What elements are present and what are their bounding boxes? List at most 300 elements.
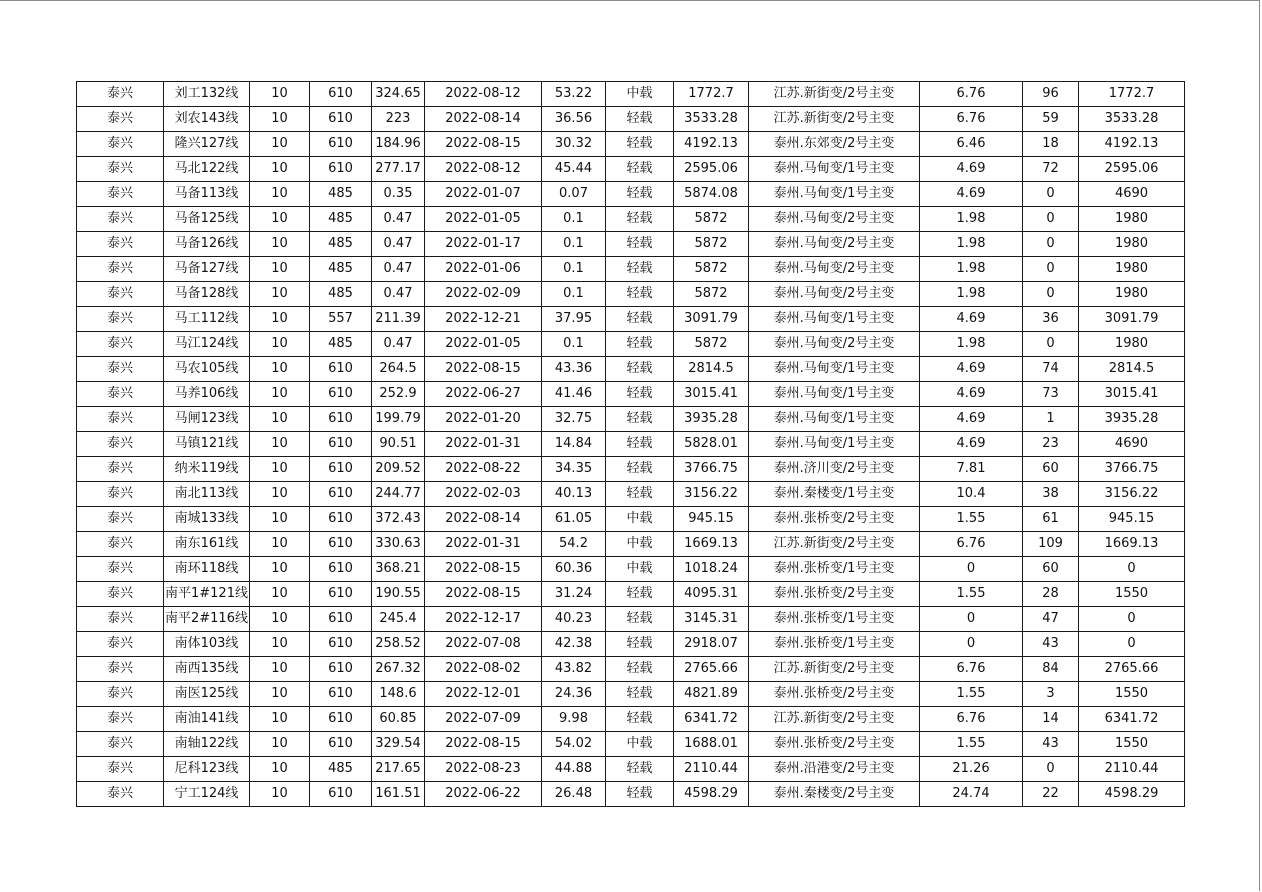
region-cell: 泰兴	[77, 707, 164, 732]
capacity-cell: 610	[310, 782, 372, 807]
available-cell: 3156.22	[674, 482, 749, 507]
load-rate-cell: 44.88	[542, 757, 606, 782]
load-status-cell: 轻载	[606, 257, 674, 282]
region-cell: 泰兴	[77, 557, 164, 582]
date-cell: 2022-08-15	[425, 357, 542, 382]
date-cell: 2022-08-14	[425, 507, 542, 532]
count-cell: 0	[1023, 332, 1079, 357]
region-cell: 泰兴	[77, 132, 164, 157]
margin-cell: 2110.44	[1079, 757, 1185, 782]
available-cell: 5874.08	[674, 182, 749, 207]
capacity-cell: 485	[310, 182, 372, 207]
date-cell: 2022-08-12	[425, 82, 542, 107]
date-cell: 2022-01-20	[425, 407, 542, 432]
capacity-cell: 610	[310, 432, 372, 457]
region-cell: 泰兴	[77, 107, 164, 132]
load-rate-cell: 0.1	[542, 257, 606, 282]
line-name-cell: 马备113线	[164, 182, 250, 207]
voltage-cell: 10	[250, 132, 310, 157]
date-cell: 2022-08-23	[425, 757, 542, 782]
line-name-cell: 南轴122线	[164, 732, 250, 757]
load-status-cell: 轻载	[606, 757, 674, 782]
transformer-load-cell: 10.4	[920, 482, 1023, 507]
transformer-cell: 泰州.济川变/2号主变	[749, 457, 920, 482]
margin-cell: 3091.79	[1079, 307, 1185, 332]
capacity-cell: 485	[310, 207, 372, 232]
current-cell: 209.52	[372, 457, 425, 482]
available-cell: 3766.75	[674, 457, 749, 482]
table-row	[77, 757, 1185, 782]
available-cell: 5828.01	[674, 432, 749, 457]
transformer-cell: 泰州.张桥变/1号主变	[749, 557, 920, 582]
table-row	[77, 607, 1185, 632]
load-status-cell: 中载	[606, 557, 674, 582]
region-cell: 泰兴	[77, 632, 164, 657]
available-cell: 4821.89	[674, 682, 749, 707]
capacity-cell: 610	[310, 457, 372, 482]
transformer-load-cell: 1.55	[920, 682, 1023, 707]
load-status-cell: 轻载	[606, 282, 674, 307]
transformer-load-cell: 1.98	[920, 332, 1023, 357]
transformer-cell: 泰州.马甸变/1号主变	[749, 157, 920, 182]
capacity-cell: 610	[310, 157, 372, 182]
date-cell: 2022-02-03	[425, 482, 542, 507]
current-cell: 258.52	[372, 632, 425, 657]
region-cell: 泰兴	[77, 657, 164, 682]
load-rate-cell: 43.82	[542, 657, 606, 682]
margin-cell: 1550	[1079, 732, 1185, 757]
load-rate-cell: 37.95	[542, 307, 606, 332]
load-rate-cell: 24.36	[542, 682, 606, 707]
load-rate-cell: 26.48	[542, 782, 606, 807]
table-row	[77, 457, 1185, 482]
date-cell: 2022-06-27	[425, 382, 542, 407]
capacity-cell: 485	[310, 332, 372, 357]
transformer-load-cell: 6.46	[920, 132, 1023, 157]
region-cell: 泰兴	[77, 232, 164, 257]
voltage-cell: 10	[250, 707, 310, 732]
transformer-load-cell: 1.98	[920, 232, 1023, 257]
current-cell: 329.54	[372, 732, 425, 757]
load-rate-cell: 60.36	[542, 557, 606, 582]
load-status-cell: 轻载	[606, 482, 674, 507]
load-rate-cell: 0.1	[542, 332, 606, 357]
voltage-cell: 10	[250, 507, 310, 532]
available-cell: 1688.01	[674, 732, 749, 757]
transformer-cell: 泰州.马甸变/1号主变	[749, 407, 920, 432]
transformer-cell: 泰州.马甸变/2号主变	[749, 232, 920, 257]
margin-cell: 4690	[1079, 432, 1185, 457]
current-cell: 184.96	[372, 132, 425, 157]
transformer-cell: 江苏.新街变/2号主变	[749, 657, 920, 682]
voltage-cell: 10	[250, 482, 310, 507]
load-status-cell: 轻载	[606, 182, 674, 207]
date-cell: 2022-08-22	[425, 457, 542, 482]
current-cell: 0.35	[372, 182, 425, 207]
transformer-load-cell: 4.69	[920, 182, 1023, 207]
table-row	[77, 782, 1185, 807]
line-name-cell: 南城133线	[164, 507, 250, 532]
load-rate-cell: 0.1	[542, 232, 606, 257]
voltage-cell: 10	[250, 257, 310, 282]
count-cell: 18	[1023, 132, 1079, 157]
load-status-cell: 轻载	[606, 582, 674, 607]
capacity-cell: 610	[310, 632, 372, 657]
data-table	[76, 81, 1185, 807]
table-row	[77, 332, 1185, 357]
voltage-cell: 10	[250, 532, 310, 557]
load-rate-cell: 32.75	[542, 407, 606, 432]
count-cell: 36	[1023, 307, 1079, 332]
region-cell: 泰兴	[77, 732, 164, 757]
load-rate-cell: 41.46	[542, 382, 606, 407]
transformer-cell: 泰州.马甸变/2号主变	[749, 257, 920, 282]
load-status-cell: 轻载	[606, 207, 674, 232]
table-body	[77, 82, 1185, 807]
table-row	[77, 157, 1185, 182]
current-cell: 60.85	[372, 707, 425, 732]
count-cell: 60	[1023, 557, 1079, 582]
count-cell: 61	[1023, 507, 1079, 532]
capacity-cell: 610	[310, 482, 372, 507]
load-status-cell: 中载	[606, 507, 674, 532]
load-status-cell: 轻载	[606, 232, 674, 257]
date-cell: 2022-07-08	[425, 632, 542, 657]
table-row	[77, 582, 1185, 607]
available-cell: 5872	[674, 207, 749, 232]
capacity-cell: 610	[310, 707, 372, 732]
load-status-cell: 轻载	[606, 632, 674, 657]
transformer-cell: 泰州.马甸变/2号主变	[749, 332, 920, 357]
date-cell: 2022-06-22	[425, 782, 542, 807]
region-cell: 泰兴	[77, 507, 164, 532]
current-cell: 0.47	[372, 282, 425, 307]
table-row	[77, 507, 1185, 532]
transformer-cell: 泰州.张桥变/2号主变	[749, 507, 920, 532]
load-rate-cell: 54.2	[542, 532, 606, 557]
available-cell: 945.15	[674, 507, 749, 532]
date-cell: 2022-01-07	[425, 182, 542, 207]
transformer-load-cell: 0	[920, 557, 1023, 582]
current-cell: 245.4	[372, 607, 425, 632]
available-cell: 2814.5	[674, 357, 749, 382]
line-name-cell: 南西135线	[164, 657, 250, 682]
margin-cell: 3935.28	[1079, 407, 1185, 432]
current-cell: 0.47	[372, 207, 425, 232]
date-cell: 2022-07-09	[425, 707, 542, 732]
capacity-cell: 610	[310, 557, 372, 582]
region-cell: 泰兴	[77, 682, 164, 707]
line-name-cell: 南环118线	[164, 557, 250, 582]
line-name-cell: 马备127线	[164, 257, 250, 282]
count-cell: 43	[1023, 732, 1079, 757]
table-row	[77, 557, 1185, 582]
voltage-cell: 10	[250, 457, 310, 482]
count-cell: 74	[1023, 357, 1079, 382]
available-cell: 5872	[674, 282, 749, 307]
load-status-cell: 轻载	[606, 307, 674, 332]
available-cell: 2595.06	[674, 157, 749, 182]
transformer-cell: 泰州.马甸变/1号主变	[749, 182, 920, 207]
current-cell: 199.79	[372, 407, 425, 432]
region-cell: 泰兴	[77, 607, 164, 632]
load-status-cell: 轻载	[606, 407, 674, 432]
transformer-cell: 泰州.沿港变/2号主变	[749, 757, 920, 782]
load-status-cell: 轻载	[606, 782, 674, 807]
margin-cell: 1550	[1079, 682, 1185, 707]
margin-cell: 1980	[1079, 207, 1185, 232]
current-cell: 0.47	[372, 257, 425, 282]
current-cell: 277.17	[372, 157, 425, 182]
date-cell: 2022-08-12	[425, 157, 542, 182]
table-row	[77, 282, 1185, 307]
load-status-cell: 轻载	[606, 432, 674, 457]
region-cell: 泰兴	[77, 257, 164, 282]
capacity-cell: 610	[310, 132, 372, 157]
voltage-cell: 10	[250, 757, 310, 782]
transformer-load-cell: 6.76	[920, 707, 1023, 732]
load-rate-cell: 30.32	[542, 132, 606, 157]
load-status-cell: 轻载	[606, 457, 674, 482]
table-row	[77, 82, 1185, 107]
load-status-cell: 轻载	[606, 682, 674, 707]
region-cell: 泰兴	[77, 282, 164, 307]
line-name-cell: 纳米119线	[164, 457, 250, 482]
load-status-cell: 中载	[606, 82, 674, 107]
region-cell: 泰兴	[77, 407, 164, 432]
date-cell: 2022-12-01	[425, 682, 542, 707]
count-cell: 38	[1023, 482, 1079, 507]
line-name-cell: 马农105线	[164, 357, 250, 382]
margin-cell: 6341.72	[1079, 707, 1185, 732]
count-cell: 3	[1023, 682, 1079, 707]
transformer-load-cell: 21.26	[920, 757, 1023, 782]
capacity-cell: 610	[310, 682, 372, 707]
current-cell: 90.51	[372, 432, 425, 457]
line-name-cell: 刘工132线	[164, 82, 250, 107]
margin-cell: 4192.13	[1079, 132, 1185, 157]
load-rate-cell: 42.38	[542, 632, 606, 657]
load-status-cell: 轻载	[606, 107, 674, 132]
capacity-cell: 485	[310, 757, 372, 782]
transformer-load-cell: 4.69	[920, 407, 1023, 432]
transformer-load-cell: 4.69	[920, 382, 1023, 407]
load-status-cell: 轻载	[606, 607, 674, 632]
load-status-cell: 中载	[606, 732, 674, 757]
voltage-cell: 10	[250, 382, 310, 407]
voltage-cell: 10	[250, 407, 310, 432]
transformer-load-cell: 1.55	[920, 732, 1023, 757]
margin-cell: 1772.7	[1079, 82, 1185, 107]
voltage-cell: 10	[250, 82, 310, 107]
transformer-cell: 泰州.张桥变/1号主变	[749, 632, 920, 657]
line-name-cell: 南医125线	[164, 682, 250, 707]
available-cell: 6341.72	[674, 707, 749, 732]
current-cell: 264.5	[372, 357, 425, 382]
load-status-cell: 轻载	[606, 132, 674, 157]
transformer-cell: 泰州.张桥变/2号主变	[749, 582, 920, 607]
count-cell: 1	[1023, 407, 1079, 432]
transformer-cell: 江苏.新街变/2号主变	[749, 532, 920, 557]
date-cell: 2022-01-31	[425, 432, 542, 457]
voltage-cell: 10	[250, 182, 310, 207]
transformer-load-cell: 1.55	[920, 507, 1023, 532]
load-rate-cell: 61.05	[542, 507, 606, 532]
available-cell: 4095.31	[674, 582, 749, 607]
table-row	[77, 707, 1185, 732]
table-row	[77, 632, 1185, 657]
load-rate-cell: 53.22	[542, 82, 606, 107]
load-rate-cell: 0.1	[542, 282, 606, 307]
line-name-cell: 马工112线	[164, 307, 250, 332]
voltage-cell: 10	[250, 282, 310, 307]
load-rate-cell: 40.13	[542, 482, 606, 507]
count-cell: 23	[1023, 432, 1079, 457]
line-name-cell: 南平2#116线	[164, 607, 250, 632]
count-cell: 0	[1023, 182, 1079, 207]
transformer-load-cell: 6.76	[920, 107, 1023, 132]
line-name-cell: 宁工124线	[164, 782, 250, 807]
table-row	[77, 307, 1185, 332]
margin-cell: 0	[1079, 632, 1185, 657]
count-cell: 96	[1023, 82, 1079, 107]
transformer-load-cell: 1.98	[920, 282, 1023, 307]
date-cell: 2022-01-31	[425, 532, 542, 557]
load-rate-cell: 45.44	[542, 157, 606, 182]
margin-cell: 4598.29	[1079, 782, 1185, 807]
current-cell: 324.65	[372, 82, 425, 107]
transformer-cell: 泰州.东郊变/2号主变	[749, 132, 920, 157]
table-row	[77, 732, 1185, 757]
date-cell: 2022-02-09	[425, 282, 542, 307]
region-cell: 泰兴	[77, 782, 164, 807]
capacity-cell: 610	[310, 507, 372, 532]
available-cell: 2918.07	[674, 632, 749, 657]
available-cell: 1669.13	[674, 532, 749, 557]
transformer-load-cell: 24.74	[920, 782, 1023, 807]
available-cell: 3533.28	[674, 107, 749, 132]
voltage-cell: 10	[250, 732, 310, 757]
transformer-load-cell: 6.76	[920, 532, 1023, 557]
transformer-load-cell: 4.69	[920, 157, 1023, 182]
voltage-cell: 10	[250, 782, 310, 807]
count-cell: 60	[1023, 457, 1079, 482]
line-name-cell: 刘农143线	[164, 107, 250, 132]
available-cell: 4192.13	[674, 132, 749, 157]
transformer-load-cell: 4.69	[920, 357, 1023, 382]
region-cell: 泰兴	[77, 582, 164, 607]
current-cell: 190.55	[372, 582, 425, 607]
line-name-cell: 南平1#121线	[164, 582, 250, 607]
load-rate-cell: 36.56	[542, 107, 606, 132]
load-status-cell: 轻载	[606, 357, 674, 382]
count-cell: 22	[1023, 782, 1079, 807]
transformer-cell: 泰州.马甸变/1号主变	[749, 432, 920, 457]
transformer-load-cell: 1.55	[920, 582, 1023, 607]
date-cell: 2022-01-06	[425, 257, 542, 282]
transformer-load-cell: 6.76	[920, 82, 1023, 107]
voltage-cell: 10	[250, 232, 310, 257]
available-cell: 1772.7	[674, 82, 749, 107]
region-cell: 泰兴	[77, 207, 164, 232]
margin-cell: 945.15	[1079, 507, 1185, 532]
table-row	[77, 207, 1185, 232]
date-cell: 2022-08-14	[425, 107, 542, 132]
capacity-cell: 557	[310, 307, 372, 332]
voltage-cell: 10	[250, 632, 310, 657]
margin-cell: 1980	[1079, 332, 1185, 357]
available-cell: 5872	[674, 332, 749, 357]
transformer-load-cell: 4.69	[920, 432, 1023, 457]
line-name-cell: 马镇121线	[164, 432, 250, 457]
load-rate-cell: 40.23	[542, 607, 606, 632]
available-cell: 5872	[674, 257, 749, 282]
line-name-cell: 马北122线	[164, 157, 250, 182]
region-cell: 泰兴	[77, 432, 164, 457]
table-row	[77, 482, 1185, 507]
transformer-cell: 泰州.张桥变/2号主变	[749, 682, 920, 707]
load-rate-cell: 31.24	[542, 582, 606, 607]
region-cell: 泰兴	[77, 482, 164, 507]
load-status-cell: 轻载	[606, 332, 674, 357]
region-cell: 泰兴	[77, 332, 164, 357]
load-status-cell: 轻载	[606, 382, 674, 407]
count-cell: 28	[1023, 582, 1079, 607]
count-cell: 43	[1023, 632, 1079, 657]
voltage-cell: 10	[250, 157, 310, 182]
table-row	[77, 182, 1185, 207]
margin-cell: 3156.22	[1079, 482, 1185, 507]
load-status-cell: 轻载	[606, 657, 674, 682]
current-cell: 252.9	[372, 382, 425, 407]
table-row	[77, 382, 1185, 407]
voltage-cell: 10	[250, 307, 310, 332]
voltage-cell: 10	[250, 607, 310, 632]
voltage-cell: 10	[250, 557, 310, 582]
load-rate-cell: 43.36	[542, 357, 606, 382]
transformer-load-cell: 4.69	[920, 307, 1023, 332]
transformer-load-cell: 1.98	[920, 257, 1023, 282]
load-rate-cell: 9.98	[542, 707, 606, 732]
capacity-cell: 610	[310, 107, 372, 132]
capacity-cell: 610	[310, 82, 372, 107]
region-cell: 泰兴	[77, 757, 164, 782]
line-name-cell: 马江124线	[164, 332, 250, 357]
capacity-cell: 610	[310, 407, 372, 432]
margin-cell: 2595.06	[1079, 157, 1185, 182]
transformer-cell: 泰州.秦楼变/1号主变	[749, 482, 920, 507]
table-row	[77, 257, 1185, 282]
capacity-cell: 610	[310, 657, 372, 682]
count-cell: 59	[1023, 107, 1079, 132]
table-row	[77, 107, 1185, 132]
load-status-cell: 中载	[606, 532, 674, 557]
margin-cell: 3766.75	[1079, 457, 1185, 482]
transformer-cell: 泰州.张桥变/2号主变	[749, 732, 920, 757]
current-cell: 0.47	[372, 232, 425, 257]
line-name-cell: 南油141线	[164, 707, 250, 732]
date-cell: 2022-01-17	[425, 232, 542, 257]
count-cell: 0	[1023, 257, 1079, 282]
capacity-cell: 485	[310, 282, 372, 307]
transformer-load-cell: 6.76	[920, 657, 1023, 682]
date-cell: 2022-08-15	[425, 732, 542, 757]
count-cell: 73	[1023, 382, 1079, 407]
count-cell: 0	[1023, 207, 1079, 232]
transformer-cell: 江苏.新街变/2号主变	[749, 107, 920, 132]
line-name-cell: 尼科123线	[164, 757, 250, 782]
count-cell: 14	[1023, 707, 1079, 732]
